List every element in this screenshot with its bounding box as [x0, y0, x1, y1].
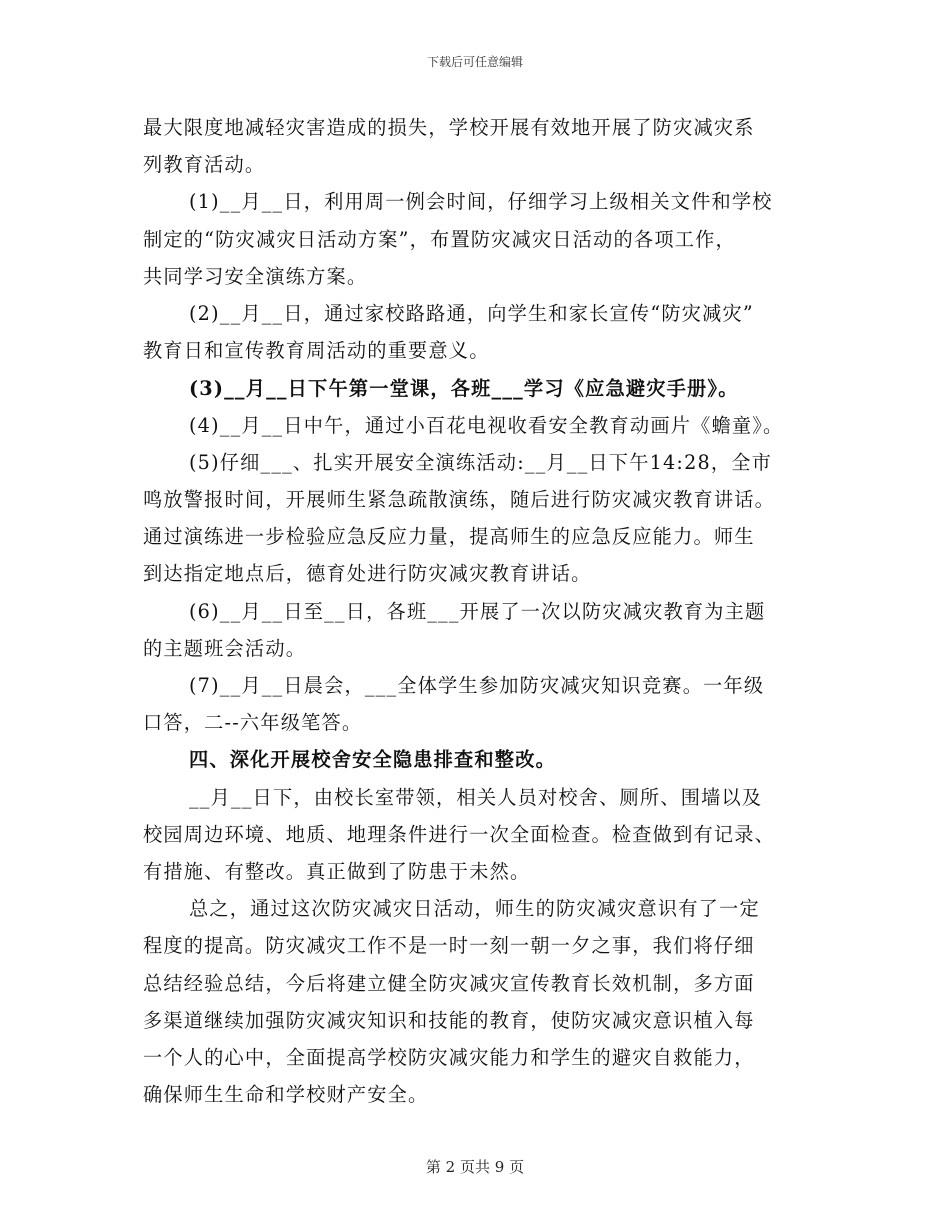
- list-item-1: (1)__月__日，利用周一例会时间，仔细学习上级相关文件和学校: [189, 190, 773, 213]
- list-item-2: (2)__月__日，通过家校路路通，向学生和家长宣传“防灾减灾”: [189, 302, 754, 325]
- body-line: 教育日和宣传教育周活动的重要意义。: [143, 339, 490, 362]
- body-line: 制定的“防灾减灾日活动方案”，布置防灾减灾日活动的各项工作，: [143, 228, 736, 251]
- body-line: 程度的提高。防灾减灾工作不是一时一刻一朝一夕之事，我们将仔细: [143, 934, 755, 957]
- list-item-6: (6)__月__日至__日，各班___开展了一次以防灾减灾教育为主题: [189, 600, 766, 623]
- list-item-5: (5)仔细___、扎实开展安全演练活动:__月__日下午14:28，全市: [189, 451, 773, 474]
- body-line: 确保师生生命和学校财产安全。: [143, 1083, 429, 1106]
- body-line: 多渠道继续加强防灾减灾知识和技能的教育，使防灾减灾意识植入每: [143, 1009, 755, 1032]
- body-line: 鸣放警报时间，开展师生紧急疏散演练，随后进行防灾减灾教育讲话。: [143, 488, 776, 511]
- page-footer: 第 2 页共 9 页: [425, 1158, 525, 1176]
- body-line: __月__日下，由校长室带领，相关人员对校舍、厕所、围墙以及: [189, 786, 763, 809]
- page-header: 下载后可任意编辑: [426, 55, 523, 69]
- body-line: 总结经验总结，今后将建立健全防灾减灾宣传教育长效机制，多方面: [143, 972, 755, 995]
- list-item-3: (3)__月__日下午第一堂课，各班___学习《应急避灾手册》。: [189, 377, 739, 400]
- body-line: 有措施、有整改。真正做到了防患于未然。: [143, 860, 531, 883]
- body-line: 通过演练进一步检验应急反应力量，提高师生的应急反应能力。师生: [143, 525, 755, 548]
- body-line: 共同学习安全演练方案。: [143, 265, 368, 288]
- list-item-7: (7)__月__日晨会，___全体学生参加防灾减灾知识竞赛。一年级: [189, 674, 765, 697]
- section-heading: 四、深化开展校舍安全隐患排查和整改。: [189, 748, 556, 771]
- body-line: 的主题班会活动。: [143, 637, 307, 660]
- body-line: 一个人的心中，全面提高学校防灾减灾能力和学生的避灾自救能力，: [143, 1046, 755, 1069]
- list-item-4: (4)__月__日中午，通过小百花电视收看安全教育动画片《蟾童》。: [189, 414, 784, 437]
- body-line: 列教育活动。: [143, 153, 266, 176]
- body-line: 最大限度地减轻灾害造成的损失，学校开展有效地开展了防灾减灾系: [143, 116, 755, 139]
- summary-paragraph: 总之，通过这次防灾减灾日活动，师生的防灾减灾意识有了一定: [189, 897, 760, 920]
- body-line: 口答，二--六年级笔答。: [143, 711, 363, 734]
- body-line: 校园周边环境、地质、地理条件进行一次全面检查。检查做到有记录、: [143, 823, 776, 846]
- body-line: 到达指定地点后，德育处进行防灾减灾教育讲话。: [143, 562, 592, 585]
